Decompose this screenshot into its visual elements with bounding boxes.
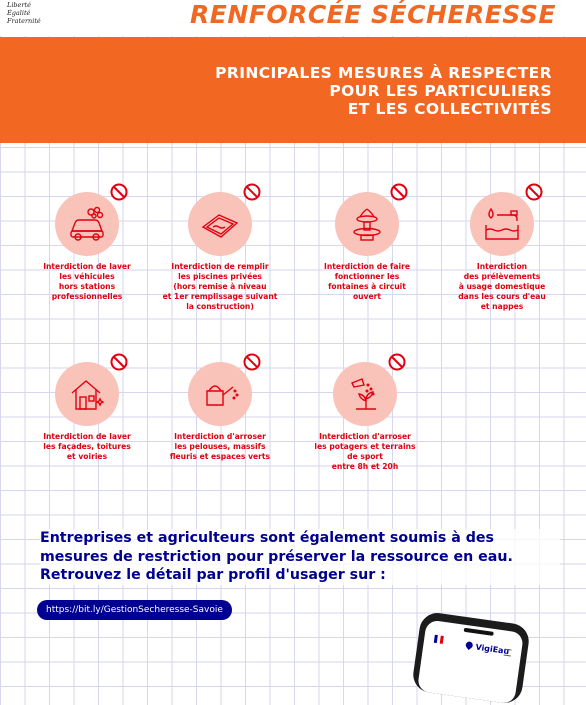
prohibited-icon [110,353,128,371]
measure-house-cleaning [22,362,152,462]
prohibited-icon [390,183,408,201]
footer-line-3: Retrouvez le détail par profil d'usager sur : [40,566,560,585]
prohibited-icon [525,183,543,201]
car-wash-icon [55,192,119,256]
measure-caption: Interdiction de laver les façades, toitures et voiries [43,432,131,461]
motto-egalite: Égalité [7,9,31,17]
phone-screen [417,619,524,704]
details-link[interactable]: https://bit.ly/GestionSecheresse-Savoie [37,600,232,620]
prohibited-icon [110,183,128,201]
garden-sprinkler-icon [333,362,397,426]
prohibited-icon [243,353,261,371]
footer-notice [40,529,560,585]
measure-fountain [302,192,432,302]
measure-caption: Interdiction d'arroser les potagers et terrains de sport entre 8h et 20h [314,432,416,471]
measure-caption: Interdiction d'arroser les pelouses, massifs fleuris et espaces verts [169,432,271,461]
banner-title: RENFORCÉE SÉCHERESSE [190,0,556,29]
fountain-icon [335,192,399,256]
phone-mockup [411,611,531,705]
measure-caption: Interdiction de laver les véhicules hors stations professionnelles [43,262,131,301]
prohibited-icon [388,353,406,371]
heading-line-3: ET LES COLLECTIVITÉS [347,100,552,118]
measure-watering-can [155,362,285,462]
water-drop-icon [464,640,474,650]
menu-icon [504,649,512,657]
measure-caption: Interdiction de remplir les piscines privées (hors remise à niveau et 1er remplissage suivant la construction) [162,262,278,311]
republic-logo-icon [434,635,445,644]
measure-garden-sprinkler [300,362,430,472]
measure-pool [155,192,285,312]
water-pump-icon [470,192,534,256]
prohibited-icon [243,183,261,201]
heading-line-2: POUR LES PARTICULIERS [329,82,552,100]
pool-icon [188,192,252,256]
footer-line-1: Entreprises et agriculteurs sont également soumis à des [40,529,560,548]
footer-line-2: mesures de restriction pour préserver la ressource en eau. [40,548,560,567]
measure-water-pump [437,192,567,312]
measure-caption: Interdiction des prélèvements à usage domestique dans les cours d'eau et nappes [458,262,546,311]
phone-notch [464,628,494,636]
measure-car-wash [22,192,152,302]
measure-caption: Interdiction de faire fonctionner les fontaines à circuit ouvert [324,262,410,301]
republic-motto [7,1,41,25]
app-name: VigiEau [474,642,510,657]
watering-can-icon [188,362,252,426]
house-cleaning-icon [55,362,119,426]
measures-heading [215,64,552,118]
motto-fraternite: Fraternité [7,17,41,25]
heading-line-1: PRINCIPALES MESURES À RESPECTER [215,64,552,82]
motto-liberte: Liberté [7,1,31,9]
